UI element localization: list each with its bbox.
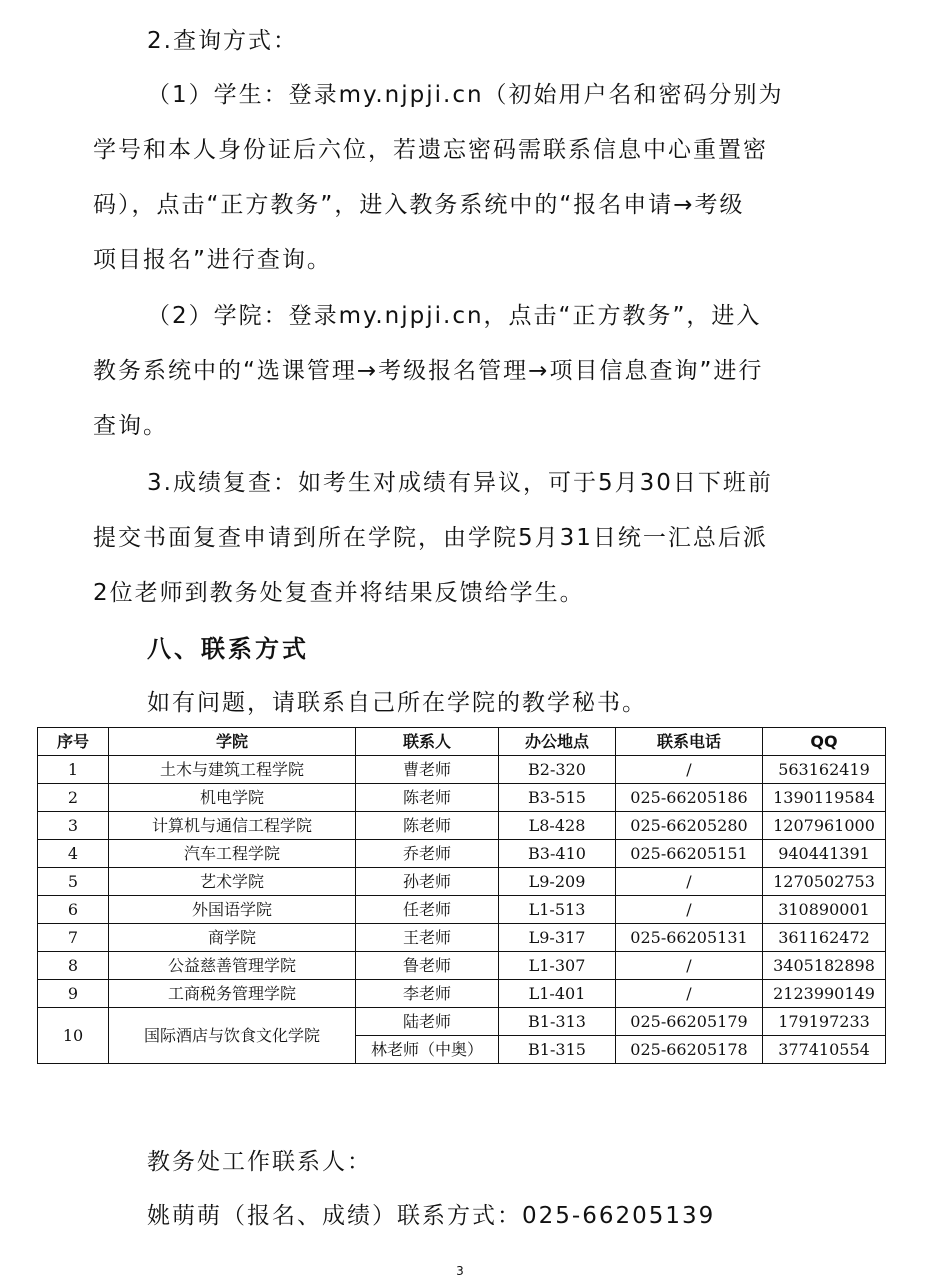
cell-office: L9-209 bbox=[499, 868, 616, 896]
header-office: 办公地点 bbox=[499, 728, 616, 756]
cell-college: 计算机与通信工程学院 bbox=[109, 812, 356, 840]
cell-contact: 曹老师 bbox=[356, 756, 499, 784]
cell-no: 2 bbox=[38, 784, 109, 812]
table-row bbox=[38, 952, 886, 980]
score-review-line-3: 2位老师到教务处复查并将结果反馈给学生。 bbox=[93, 580, 585, 606]
cell-college: 艺术学院 bbox=[109, 868, 356, 896]
cell-qq: 310890001 bbox=[763, 896, 886, 924]
cell-no: 5 bbox=[38, 868, 109, 896]
cell-no: 7 bbox=[38, 924, 109, 952]
student-query-line-4: 项目报名”进行查询。 bbox=[93, 247, 332, 273]
cell-office: L8-428 bbox=[499, 812, 616, 840]
table-header-row bbox=[38, 728, 886, 756]
header-college: 学院 bbox=[109, 728, 356, 756]
cell-no: 8 bbox=[38, 952, 109, 980]
college-query-line-1: （2）学院：登录my.njpji.cn，点击“正方教务”，进入 bbox=[147, 303, 762, 329]
cell-phone: / bbox=[616, 868, 763, 896]
cell-phone: 025-66205280 bbox=[616, 812, 763, 840]
header-no: 序号 bbox=[38, 728, 109, 756]
cell-office: L1-401 bbox=[499, 980, 616, 1008]
query-method-title: 2.查询方式： bbox=[147, 28, 298, 54]
score-review-line-1: 3.成绩复查：如考生对成绩有异议，可于5月30日下班前 bbox=[147, 470, 773, 496]
table-row bbox=[38, 756, 886, 784]
cell-office: B1-313 bbox=[499, 1008, 616, 1036]
cell-college: 商学院 bbox=[109, 924, 356, 952]
cell-office: B1-315 bbox=[499, 1036, 616, 1064]
cell-office: B3-410 bbox=[499, 840, 616, 868]
cell-college: 土木与建筑工程学院 bbox=[109, 756, 356, 784]
page-number: 3 bbox=[456, 1264, 464, 1278]
college-query-line-3: 查询。 bbox=[93, 413, 168, 439]
cell-contact: 陈老师 bbox=[356, 784, 499, 812]
cell-qq: 361162472 bbox=[763, 924, 886, 952]
table-row bbox=[38, 812, 886, 840]
cell-contact: 鲁老师 bbox=[356, 952, 499, 980]
cell-qq: 377410554 bbox=[763, 1036, 886, 1064]
student-query-line-3: 码），点击“正方教务”，进入教务系统中的“报名申请→考级 bbox=[93, 192, 745, 218]
cell-college: 机电学院 bbox=[109, 784, 356, 812]
cell-contact: 陆老师 bbox=[356, 1008, 499, 1036]
header-qq: QQ bbox=[763, 728, 886, 756]
cell-college: 外国语学院 bbox=[109, 896, 356, 924]
cell-phone: 025-66205131 bbox=[616, 924, 763, 952]
cell-no: 4 bbox=[38, 840, 109, 868]
cell-contact: 林老师（中奥） bbox=[356, 1036, 499, 1064]
cell-office: B3-515 bbox=[499, 784, 616, 812]
student-query-line-1: （1）学生：登录my.njpji.cn（初始用户名和密码分别为 bbox=[147, 82, 784, 108]
contact-intro: 如有问题，请联系自己所在学院的教学秘书。 bbox=[147, 690, 647, 716]
cell-phone: / bbox=[616, 896, 763, 924]
table-row bbox=[38, 896, 886, 924]
cell-qq: 3405182898 bbox=[763, 952, 886, 980]
cell-college: 公益慈善管理学院 bbox=[109, 952, 356, 980]
cell-phone: 025-66205179 bbox=[616, 1008, 763, 1036]
cell-phone: / bbox=[616, 952, 763, 980]
header-phone: 联系电话 bbox=[616, 728, 763, 756]
cell-contact: 陈老师 bbox=[356, 812, 499, 840]
cell-contact: 任老师 bbox=[356, 896, 499, 924]
table-row bbox=[38, 868, 886, 896]
cell-office: L9-317 bbox=[499, 924, 616, 952]
cell-qq: 1270502753 bbox=[763, 868, 886, 896]
table-row bbox=[38, 840, 886, 868]
cell-office: L1-307 bbox=[499, 952, 616, 980]
cell-qq: 179197233 bbox=[763, 1008, 886, 1036]
cell-college: 国际酒店与饮食文化学院 bbox=[109, 1008, 356, 1064]
cell-office: B2-320 bbox=[499, 756, 616, 784]
cell-no: 10 bbox=[38, 1008, 109, 1064]
cell-phone: 025-66205178 bbox=[616, 1036, 763, 1064]
cell-college: 汽车工程学院 bbox=[109, 840, 356, 868]
cell-no: 9 bbox=[38, 980, 109, 1008]
office-contact-label: 教务处工作联系人： bbox=[147, 1149, 372, 1175]
cell-phone: / bbox=[616, 980, 763, 1008]
office-contact-line: 姚萌萌（报名、成绩）联系方式：025-66205139 bbox=[147, 1203, 716, 1229]
table-row bbox=[38, 784, 886, 812]
table-row bbox=[38, 980, 886, 1008]
cell-college: 工商税务管理学院 bbox=[109, 980, 356, 1008]
cell-contact: 乔老师 bbox=[356, 840, 499, 868]
cell-office: L1-513 bbox=[499, 896, 616, 924]
contact-section-heading: 八、联系方式 bbox=[147, 635, 309, 663]
table-row-merged-first bbox=[38, 1008, 886, 1036]
cell-qq: 563162419 bbox=[763, 756, 886, 784]
cell-contact: 李老师 bbox=[356, 980, 499, 1008]
cell-qq: 1390119584 bbox=[763, 784, 886, 812]
cell-contact: 孙老师 bbox=[356, 868, 499, 896]
score-review-line-2: 提交书面复查申请到所在学院，由学院5月31日统一汇总后派 bbox=[93, 525, 768, 551]
student-query-line-2: 学号和本人身份证后六位，若遗忘密码需联系信息中心重置密 bbox=[93, 137, 768, 163]
table-row bbox=[38, 924, 886, 952]
cell-phone: 025-66205186 bbox=[616, 784, 763, 812]
cell-no: 6 bbox=[38, 896, 109, 924]
cell-qq: 1207961000 bbox=[763, 812, 886, 840]
cell-contact: 王老师 bbox=[356, 924, 499, 952]
college-query-line-2: 教务系统中的“选课管理→考级报名管理→项目信息查询”进行 bbox=[93, 358, 764, 384]
cell-no: 1 bbox=[38, 756, 109, 784]
cell-phone: 025-66205151 bbox=[616, 840, 763, 868]
cell-phone: / bbox=[616, 756, 763, 784]
cell-qq: 2123990149 bbox=[763, 980, 886, 1008]
cell-no: 3 bbox=[38, 812, 109, 840]
header-contact: 联系人 bbox=[356, 728, 499, 756]
contact-table bbox=[37, 727, 886, 1064]
cell-qq: 940441391 bbox=[763, 840, 886, 868]
